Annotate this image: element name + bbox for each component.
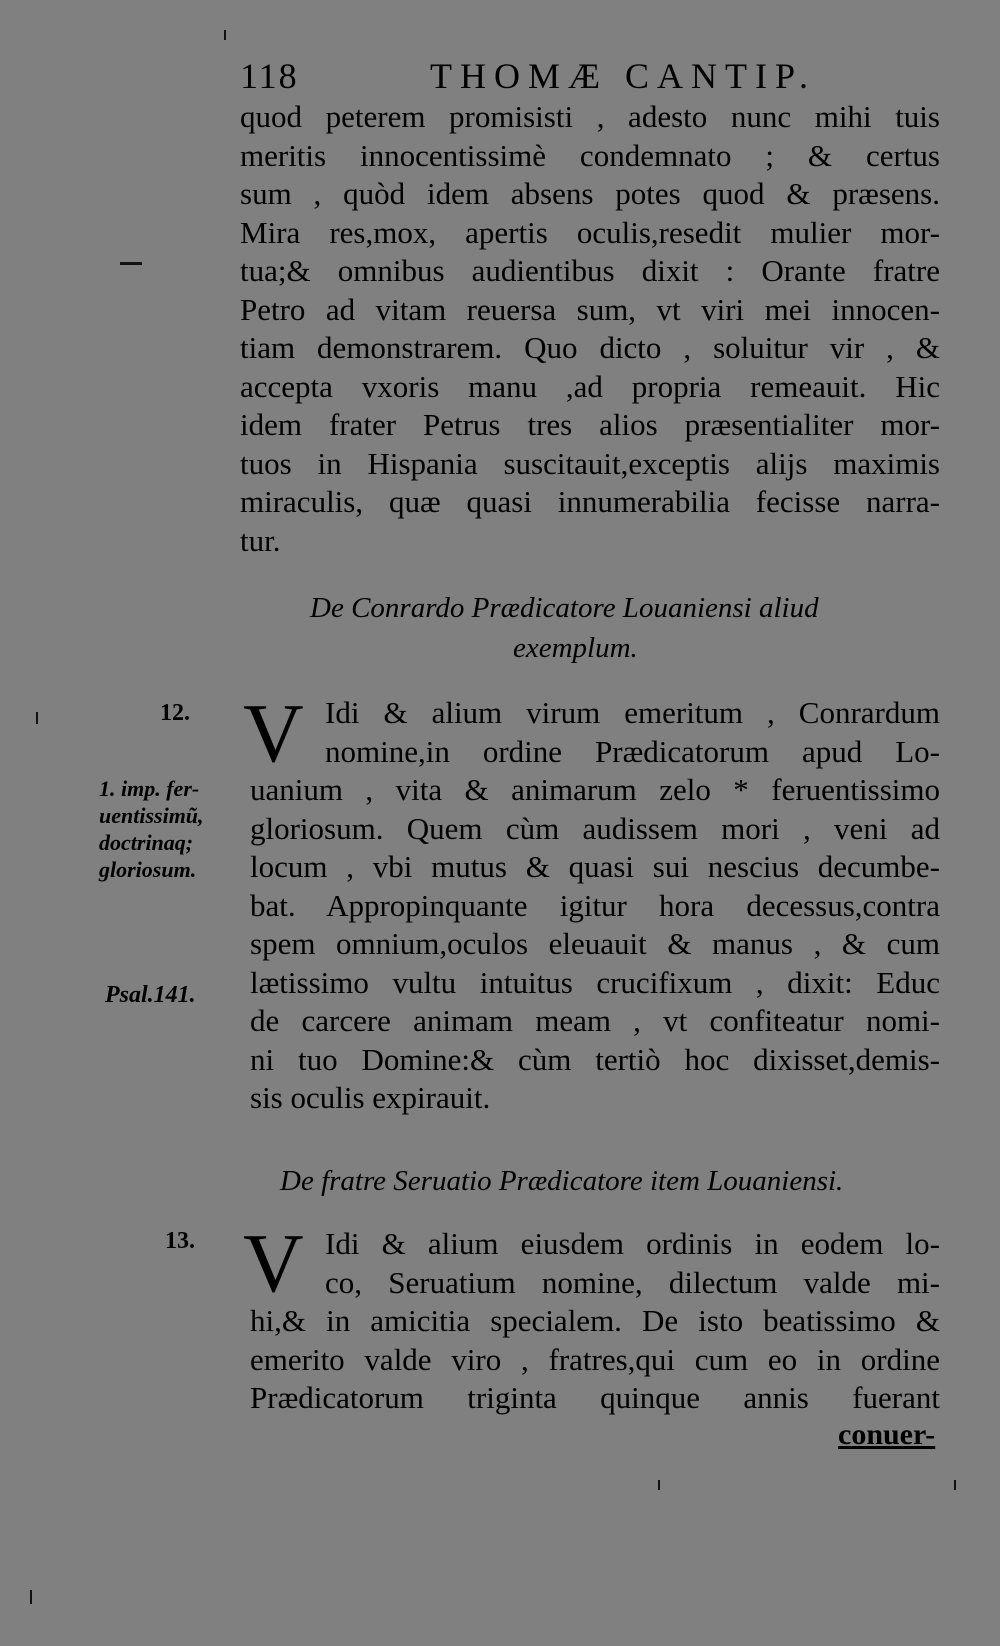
paragraph-continuation: [240, 98, 940, 560]
running-title: THOMÆ CANTIP.: [430, 56, 817, 96]
text-line: Prædicatorum triginta quinque annis fuerant: [250, 1380, 940, 1415]
scan-speck: [954, 1480, 956, 1490]
text-line: Idi & alium virum emeritum , Conrardum: [325, 695, 940, 730]
section-13-lines-top: [325, 1225, 940, 1302]
text-line: de carcere animam meam , vt confiteatur nomi-: [250, 1003, 940, 1038]
text-line: Petro ad vitam reuersa sum, vt viri mei innocen-: [240, 291, 940, 327]
section-number: 13.: [165, 1228, 195, 1254]
text-line: gloriosum. Quem cùm audissem mori , veni ad: [250, 810, 940, 846]
text-line: uanium , vita & animarum zelo * feruentissimo: [250, 772, 940, 807]
text-line: nomine,in ordine Prædicatorum apud Lo-: [325, 733, 940, 769]
scan-speck: [224, 30, 226, 40]
section-12-lines-top: [325, 694, 940, 771]
text-line: sis oculis expirauit.: [250, 1080, 491, 1115]
drop-capital: V: [243, 687, 304, 780]
text-line: tiam demonstrarem. Quo dicto , soluitur vir , &: [240, 330, 940, 365]
text-line: lætissimo vultu intuitus crucifixum , dixit: Educ: [250, 964, 940, 1000]
section-heading: De fratre Seruatio Prædicatore item Louaniensi.: [280, 1165, 844, 1197]
scan-speck: [658, 1480, 660, 1490]
scan-speck: [36, 712, 38, 724]
text-line: Mira res,mox, apertis oculis,resedit mulier mor-: [240, 214, 940, 250]
page-header: [240, 55, 940, 95]
text-line: miraculis, quæ quasi innumerabilia fecisse narra-: [240, 484, 940, 519]
text-line: bat. Appropinquante igitur hora decessus,contra: [250, 887, 940, 923]
section-number: 12.: [160, 700, 190, 726]
text-line: quod peterem promisisti , adesto nunc mihi tuis: [240, 99, 940, 134]
drop-capital: V: [243, 1217, 304, 1310]
scan-speck: [120, 262, 142, 265]
page-number: 118: [240, 56, 299, 96]
text-line: emerito valde viro , fratres,qui cum eo in ordine: [250, 1341, 940, 1377]
text-line: tuos in Hispania suscitauit,exceptis alijs maximis: [240, 445, 940, 481]
text-line: meritis innocentissimè condemnato ; & certus: [240, 137, 940, 173]
margin-note-line: 1. imp. fer-: [99, 776, 200, 801]
margin-note-line: uentissimũ,: [99, 803, 204, 828]
text-line: ni tuo Domine:& cùm tertiò hoc dixisset,demis-: [250, 1041, 940, 1077]
text-line: idem frater Petrus tres alios præsentialiter mor-: [240, 407, 940, 442]
text-line: sum , quòd idem absens potes quod & præsens.: [240, 176, 940, 211]
section-12-lines: [250, 771, 940, 1118]
section-heading-continuation: exemplum.: [513, 632, 638, 664]
text-line: spem omnium,oculos eleuauit & manus , & cum: [250, 926, 940, 961]
margin-reference: Psal.141.: [105, 982, 196, 1008]
text-line: hi,& in amicitia specialem. De isto beatissimo &: [250, 1303, 940, 1338]
text-line: accepta vxoris manu ,ad propria remeauit. Hic: [240, 368, 940, 404]
catchword: conuer-: [838, 1418, 936, 1451]
section-13-lines: [250, 1302, 940, 1418]
text-line: tua;& omnibus audientibus dixit : Orante fratre: [240, 253, 940, 288]
text-line: locum , vbi mutus & quasi sui nescius decumbe-: [250, 849, 940, 884]
text-line: tur.: [240, 522, 281, 558]
text-line: Idi & alium eiusdem ordinis in eodem lo-: [325, 1226, 940, 1261]
text-line: co, Seruatium nomine, dilectum valde mi-: [325, 1264, 940, 1300]
margin-note-line: gloriosum.: [99, 857, 197, 882]
section-heading: De Conrardo Prædicatore Louaniensi aliud: [310, 592, 819, 624]
margin-note-line: doctrinaq;: [99, 830, 194, 855]
scan-speck: [30, 1590, 32, 1604]
margin-note: [99, 775, 204, 883]
